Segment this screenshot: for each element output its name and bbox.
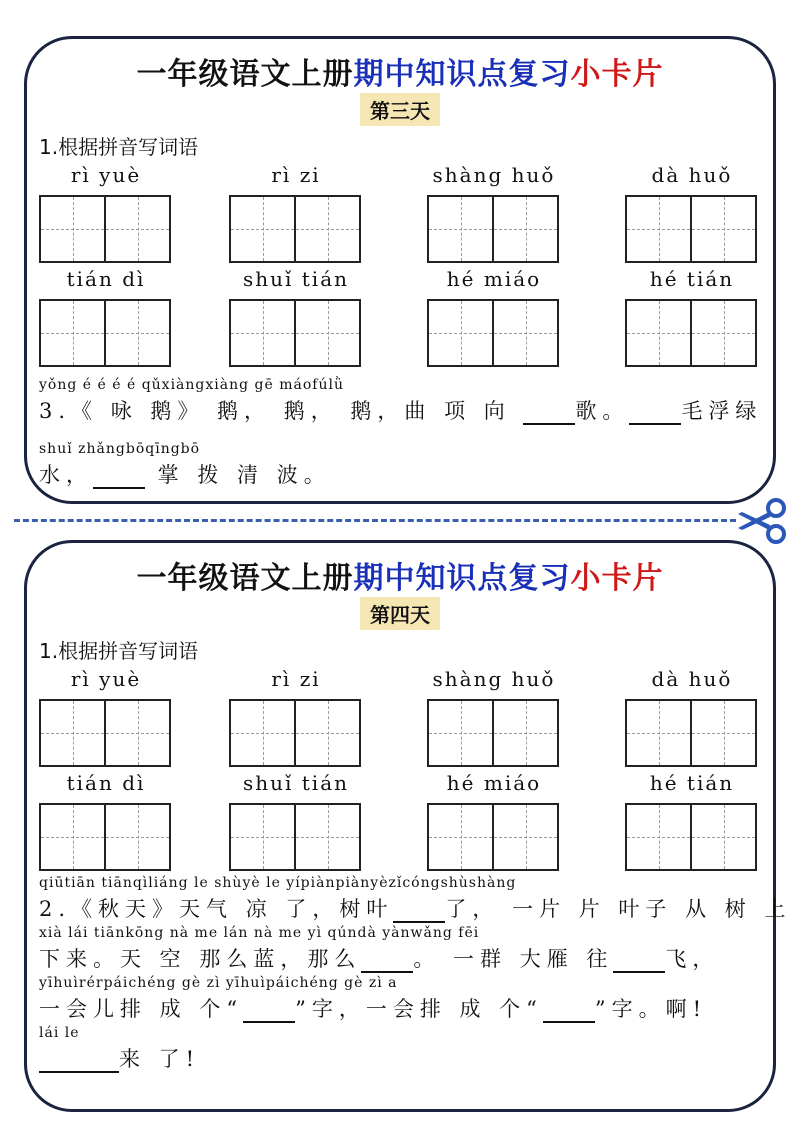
writing-grid[interactable] [39, 195, 173, 263]
writing-grid[interactable] [427, 803, 561, 871]
word-pinyin: shàng huǒ [432, 163, 556, 187]
title-part-card: 小卡片 [570, 561, 664, 596]
answer-blank[interactable] [243, 1003, 295, 1023]
pinyin-line: lái le [39, 1025, 80, 1041]
card-title [27, 49, 773, 93]
word-pinyin: rì yuè [70, 163, 142, 187]
word-pinyin: hé tián [649, 771, 735, 795]
text-segment: 掌 拨 清 波。 [145, 463, 331, 487]
answer-blank[interactable] [543, 1003, 595, 1023]
cut-line [14, 519, 736, 522]
text-line [39, 993, 761, 1023]
title-part-card: 小卡片 [570, 57, 664, 92]
word-pinyin: hé miáo [446, 267, 542, 291]
text-line [39, 893, 792, 923]
text-segment: 水， [39, 463, 93, 487]
pinyin-line: shuǐ zhǎngbōqīngbō [39, 441, 201, 457]
text-segment: 。 一群 大雁 往 [413, 947, 614, 971]
word-pinyin: tián dì [66, 267, 146, 291]
word-pinyin: dà huǒ [651, 667, 733, 691]
writing-grid[interactable] [229, 299, 363, 367]
answer-blank[interactable] [93, 469, 145, 489]
word-pinyin: shuǐ tián [242, 771, 350, 795]
text-segment: 一会儿排 成 个“ [39, 997, 244, 1021]
text-segment: 飞， [665, 947, 720, 971]
title-part-grade: 一年级语文上册 [136, 561, 354, 596]
word-pinyin: tián dì [66, 771, 146, 795]
title-part-review: 期中知识点复习 [353, 561, 571, 596]
word-pinyin: rì zi [271, 163, 321, 187]
answer-blank[interactable] [39, 1053, 119, 1073]
writing-grid[interactable] [229, 699, 363, 767]
writing-grid[interactable] [427, 299, 561, 367]
text-segment: 2.《秋天》天气 凉 了，树叶 [39, 897, 394, 921]
writing-grid[interactable] [625, 803, 759, 871]
word-pinyin: hé tián [649, 267, 735, 291]
title-part-grade: 一年级语文上册 [136, 57, 354, 92]
writing-grid[interactable] [229, 195, 363, 263]
text-line [39, 1043, 761, 1073]
word-pinyin: rì yuè [70, 667, 142, 691]
answer-blank[interactable] [629, 405, 681, 425]
writing-grid[interactable] [625, 699, 759, 767]
day-label: 第三天 [360, 93, 440, 126]
text-segment: 歌。 [575, 399, 630, 423]
pinyin-line: yīhuìrérpáichéng gè zì yīhuìpáichéng gè zì a [39, 975, 398, 991]
pinyin-line: xià lái tiānkōng nà me lán nà me yì qúndà yànwǎng fēi [39, 925, 480, 941]
text-segment: 下来。天 空 那么蓝，那么 [39, 947, 362, 971]
section-heading: 1.根据拼音写词语 [39, 639, 199, 663]
text-segment: 了， 一片 片 叶子 从 树 上 [445, 897, 792, 921]
section-heading: 1.根据拼音写词语 [39, 135, 199, 159]
text-line [39, 943, 761, 973]
text-segment: ”字。啊! [594, 997, 708, 1021]
text-line [39, 459, 761, 489]
answer-blank[interactable] [523, 405, 575, 425]
word-pinyin: shàng huǒ [432, 667, 556, 691]
title-part-review: 期中知识点复习 [353, 57, 571, 92]
word-pinyin: dà huǒ [651, 163, 733, 187]
word-pinyin: rì zi [271, 667, 321, 691]
answer-blank[interactable] [393, 903, 445, 923]
text-segment: 3.《 咏 鹅》 鹅， 鹅， 鹅，曲 项 向 [39, 399, 524, 423]
writing-grid[interactable] [39, 803, 173, 871]
writing-grid[interactable] [625, 195, 759, 263]
pinyin-line: yǒng é é é é qǔxiàngxiàng gē máofúlǜ [39, 377, 344, 393]
scissors-icon [734, 498, 788, 544]
review-card-day4 [24, 540, 792, 1112]
word-pinyin: shuǐ tián [242, 267, 350, 291]
writing-grid[interactable] [427, 699, 561, 767]
card-title [27, 553, 773, 597]
day-label: 第四天 [360, 597, 440, 630]
writing-grid[interactable] [625, 299, 759, 367]
word-pinyin: hé miáo [446, 771, 542, 795]
review-card-day3 [24, 36, 776, 504]
text-line [39, 395, 761, 425]
writing-grid[interactable] [39, 299, 173, 367]
writing-grid[interactable] [427, 195, 561, 263]
text-segment: ”字，一会排 成 个“ [295, 997, 543, 1021]
pinyin-line: qiūtiān tiānqìliáng le shùyè le yípiànpiànyèzǐcóngshùshàng [39, 875, 517, 891]
text-segment: 来 了! [119, 1047, 201, 1071]
answer-blank[interactable] [361, 953, 413, 973]
writing-grid[interactable] [229, 803, 363, 871]
text-segment: 毛浮绿 [681, 399, 763, 423]
writing-grid[interactable] [39, 699, 173, 767]
answer-blank[interactable] [613, 953, 665, 973]
